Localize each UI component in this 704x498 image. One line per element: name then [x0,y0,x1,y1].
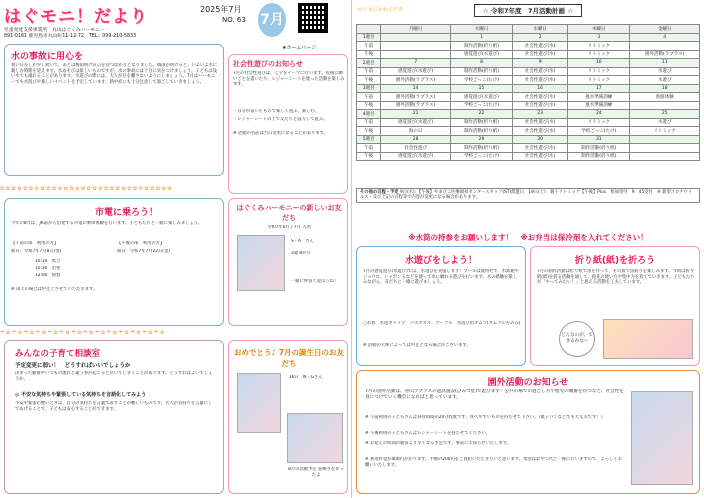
schedule-cell: 10 [568,59,630,68]
tram-title: 市電に乗ろう！ [95,208,159,218]
origami-box [530,246,700,366]
decor-row-mid: ☂ ✿ ☂ ✿ ☂ ✿ ☂ ✿ ☂ ✿ ☂ ✿ ☂ ✿ ☂ ✿ ☂ ✿ ☂ ✿ ☂ ✿ ☂ ✿ ☂ ✿ ☂ ✿ [0,330,165,336]
schedule-cell: 水遊び [630,118,700,127]
schedule-cell: 社会性遊び(水) [513,144,568,153]
schedule-cell: 学校ごっこ(たけ) [568,127,630,136]
water-play-title: 水遊びをしよう！ [404,256,477,266]
schedule-cell: 社会性遊び(水) [513,67,568,76]
decor-row-top: ✿ ✿ ✿ ✿ ✿ ✿ ✿ ✿ ✿ ✿ ✿ ✿ ✿ ✿ ✿ ✿ ✿ ✿ ✿ ✿ ✿ ✿ ✿ ✿ ✿ ✿ ✿ ✿ ✿ ✿ [0,186,172,192]
schedule-cell: 制作活動(折り紙) [450,67,512,76]
homepage-link[interactable]: ★ホームページ [282,45,317,51]
schedule-header-text: ☆ 令和7年度 7月活動計画 ☆ [474,4,582,17]
schedule-cell: 18 [630,84,700,93]
schedule-row-label: 午前 [357,144,381,153]
schedule-cell: 31 [568,135,630,144]
decor-banner-left: がくもにかれんだあ [358,7,404,12]
outing-item-4: ※ 利用料金が400円かかります。半額の200円をご負担いただきたいと思います。集金はおやつ代と一緒に行いますので、よろしくお願いいたします。 [365,457,622,468]
schedule-week-row [357,135,700,144]
schedule-cell: 17 [568,84,630,93]
schedule-cell: 社会性遊び [381,144,451,153]
birthday-photo-2 [287,413,343,463]
tram-pm-date: 期日：令和7年7月22日(金) [117,249,170,254]
schedule-cell: 11 [630,59,700,68]
schedule-week-row [357,33,700,42]
schedule-cell [630,42,700,51]
new-friends-subtitle: 令和7年6月 / 7月 入所 [267,225,311,230]
schedule-cell: 24 [568,110,630,119]
issue-number: NO. 63 [222,16,246,24]
water-play-foot: ※ 活動の天候によっては中止となる場合がございます。 [363,343,471,348]
other-schedule-text: 9日(水)：【午後】やまびこ医療福祉センタースタッフ(ST)派遣日 19日(土)：親子リトミック【午後】Plus 参加受付 9：45受付 ※ 新型コロナウイルス・及び上記の日程等で内容が変更になる場合があります。 [360,190,693,201]
schedule-row-label: 2週目 [357,59,381,68]
schedule-cell: 28 [381,135,451,144]
water-play-items: ○水着 水遊ギャップ バスタオル ゴーグル 水遊び用オムツ(オムツの方のみ) [363,321,521,326]
social-play-text: 7月の社会性遊びは、七夕をテーマに行います。短冊に願いごとを書いたり、レジャーシートを使った活動を楽しみます。 [233,71,345,88]
newsletter-title: はぐモニ！だより [4,7,148,27]
schedule-body [357,33,700,161]
schedule-cell: 社会性遊び(水) [513,101,568,110]
schedule-row [357,50,700,59]
schedule-row-label: 午後 [357,76,381,85]
schedule-cell: 社会性遊び(水) [513,50,568,59]
schedule-cell: 22 [450,110,512,119]
month-logo: 7月 [258,3,286,37]
other-schedule [356,188,700,203]
schedule-row-label: 午後 [357,152,381,161]
origami-title: 折り紙(紙)を折ろう [574,256,656,266]
outing-box [356,370,700,494]
consult-sub: 予定変更に弱い！ どうすればいいでしょうか [15,363,131,369]
schedule-row-label: 午後 [357,101,381,110]
other-schedule-label: その他の日程・予定 [360,190,399,195]
social-play-item-1: ・自分が書いたもので楽しく遊ぶ。楽しむ。 [233,109,320,114]
birthday-caption: 8月の活動予定 笹飾りを作ったよ [288,467,344,478]
schedule-row-label: 午前 [357,67,381,76]
schedule-cell: 感覚遊び(水遊び) [381,152,451,161]
schedule-row [357,118,700,127]
day-tue: 火曜日 [450,25,512,34]
birthday-name: 16日 N・Gさん [289,375,323,380]
tram-am-date: 期日：令和7年7月8日(金) [11,249,62,254]
schedule-cell: 3 [568,33,630,42]
tram-box [4,198,224,326]
schedule-cell [630,144,700,153]
schedule-cell: 感覚遊び(水遊び) [450,93,512,102]
schedule-cell: 16 [513,84,568,93]
org-address: 891-0161 鹿児島市丸山町11-12-72 TEL：099-210-5833 [4,34,137,39]
schedule-week-row [357,59,700,68]
new-friends-box [228,198,348,326]
water-play-box [356,246,526,366]
schedule-cell: 社会性遊び(水) [513,152,568,161]
schedule-cell: 感覚遊び(水遊び) [381,67,451,76]
schedule-cell [381,42,451,51]
day-mon: 月曜日 [381,25,451,34]
schedule-cell: 21 [381,110,451,119]
origami-text: 7月の制作活動は折り紙で魚を作って、その魚で魚釣りを楽しみます。今回は折り紙(紙)を折る活動を通して、指先の使い方や集中力を育てていきます。子どもたちが「やってみたい！」と思える活動を工夫しています。 [537,269,695,286]
schedule-cell: 4 [630,33,700,42]
schedule-cell [381,33,451,42]
schedule-cell: 学校ごっこ(たけ) [450,152,512,161]
schedule-cell: 制作活動(折り紙) [568,152,630,161]
outing-item-1: ※ 午前利用の子どもさんは昼食時間が20分程度です。食べやすいものを持たせて下さい。（菓子パンなどでも大丈夫です！） [365,415,605,420]
right-page [352,0,704,498]
schedule-cell: 社会性遊び(水) [513,42,568,51]
schedule-cell: 14 [381,84,451,93]
schedule-cell: 社会性遊び(水) [513,127,568,136]
social-play-note: ※ 活動の名前は当日変更になることがあります。 [233,131,328,136]
water-safety-text: 暑い日差しが少し続いて、あとは梅雨明け宣言を待つばかりとなりました。梅雨が明けると、いよいよ水に親しむ時期を迎えます。水あそびは楽しいものですが、水の事故には十分に気をつけましょう。子どもは浅い水でも溺れることがあります。水遊びの際には、大人が目を離さないようにしましょう。7月はハーモニーでも水遊びや楽しいイベントを予定しています。熱中症にも十分注意して過ごしていきましょう。 [11,63,218,85]
birthday-box [228,340,348,494]
schedule-cell [630,135,700,144]
consult-point: ◎ 不安な気持ちや緊張している気持ちを言語化してみよう [15,392,147,398]
schedule-cell: 海の日 [381,127,451,136]
schedule-cell: 感覚遊び(水遊び) [450,50,512,59]
schedule-row [357,42,700,51]
schedule-row-label: 5週目 [357,135,381,144]
schedule-cell: 感覚遊び(水遊び) [381,118,451,127]
schedule-cell: 水遊び [630,76,700,85]
birthday-photo-1 [237,373,281,433]
schedule-cell: 新鮮体験 [630,93,700,102]
outing-item-3: ※ お迎えの時間が通常より早くなる予定です。事前にお知らせいたします。 [365,441,511,446]
birthday-title: おめでとう♪ 7月の誕生日のお友だち [233,348,345,368]
schedule-cell: 制作活動(折り紙) [568,144,630,153]
schedule-head-row [357,25,700,34]
schedule-row-label: 午前 [357,42,381,51]
org-name: 児童発達支援事業所 丸山はぐくみハーモニー [4,28,105,33]
schedule-row [357,93,700,102]
schedule-cell: リトミック [630,127,700,136]
tram-pm-head: 【午後の部 利用の方】 [117,241,165,246]
schedule-row [357,101,700,110]
org-info [4,28,254,40]
schedule-row-label: 午前 [357,118,381,127]
new-friend-age: 3歳 8か月 [291,251,311,256]
schedule-row-label: 1週目 [357,33,381,42]
schedule-cell: 15 [450,84,512,93]
schedule-cell: 8 [450,59,512,68]
schedule-cell: リトミック [568,76,630,85]
schedule-week-row [357,110,700,119]
org-tel: TEL：099-210-5833 [88,34,137,39]
schedule-cell: 園外活動(ラプラス) [381,93,451,102]
schedule-cell: 社会性遊び(水) [513,93,568,102]
schedule-cell: 水遊び [630,67,700,76]
schedule-cell: リトミック [568,50,630,59]
schedule-row-label: 午前 [357,93,381,102]
schedule-row-label: 4週目 [357,110,381,119]
schedule-cell: 園外活動(ラプラス) [381,101,451,110]
day-wed: 水曜日 [513,25,568,34]
issue-date: 2025年7月 [200,5,242,14]
schedule-row [357,144,700,153]
schedule-row [357,127,700,136]
water-safety-box [4,44,224,176]
schedule-cell: 9 [513,59,568,68]
origami-illustration [603,319,693,359]
schedule-row [357,67,700,76]
schedule-cell: 学校ごっこ(たけ) [450,76,512,85]
schedule-cell: 園外活動(ラプラス) [630,50,700,59]
consult-text: 決まった順番やいつもの流れと違う事が起こると泣いてしまうことがあります。どうすればよいでしょうか。 [15,371,213,382]
new-friends-title: はぐくみハーモニーの新しいお友だち [236,204,342,222]
day-fri: 金曜日 [630,25,700,34]
origami-bubble: どんなのが、できるかな～ [559,321,595,357]
outing-item-2: ※ 午後利用の子どもさんはレジャーシートを持たせてください。 [365,431,490,436]
schedule-week-row [357,84,700,93]
schedule-cell [630,152,700,161]
new-friend-name: S・A さん [291,239,314,244]
tram-time-2: 10:30 出発 [35,266,61,271]
schedule-cell: 7 [381,59,451,68]
outing-title: 園外活動のお知らせ [487,378,569,388]
new-friend-photo [237,235,285,291]
schedule-cell: 制作活動(折り紙) [450,127,512,136]
schedule-cell: リトミック [568,118,630,127]
tram-foot: ※ 雨天の場合は中止とさせていただきます。 [11,287,98,292]
outing-photo [631,391,693,485]
schedule-row [357,76,700,85]
social-play-title: 社会性遊びのお知らせ [233,60,303,68]
schedule-cell: 23 [513,110,568,119]
schedule-cell: 1 [450,33,512,42]
schedule-cell: 社会性遊び(水) [513,76,568,85]
schedule-cell: 社会性遊び(水) [513,118,568,127]
consult-box [4,340,224,494]
schedule-row [357,152,700,161]
consult-title: みんなの子育て相談室 [15,349,101,359]
tram-text: 今年の8月は、JR前から出発する市電の乗車体験を行います。子どもたちと一緒に楽しみましょう。 [11,221,203,226]
consult-body: 不安や緊張が強いときは、自分の気持ちを言葉で表すことが難しいものです。大人が気持ちを言葉にしてあげることで、子どもは安心することができます。 [15,401,213,412]
schedule-cell: 風水準備訓練 [568,101,630,110]
bring-alert: ※水筒の持参をお願いします！ ※お弁当は保冷剤を入れてください！ [408,233,648,242]
schedule-cell: 風水準備訓練 [568,93,630,102]
tram-time-1: 10:10 集合 [35,259,61,264]
tram-time-3: 12:00 帰着 [35,273,61,278]
schedule-cell [381,50,451,59]
schedule-row-label: 午後 [357,127,381,136]
schedule-cell: 29 [450,135,512,144]
day-thu: 木曜日 [568,25,630,34]
schedule-table [356,24,700,161]
qr-code[interactable] [298,3,328,33]
schedule-cell: リトミック [568,42,630,51]
water-play-text: 7月の感覚遊び(水遊び)では、水遊びを実施します！プールは使用せず、水鉄砲やジョウロ、シャボン玉などを使って水に触れる遊びを行います。水の感触を楽しみながら、友だちと一緒に遊びましょう。 [363,269,519,286]
new-friend-caption: 一緒に仲良く遊ぼうね！ [291,279,339,284]
outing-text: 7月の園外活動は、谷山ラプラスの遊具施設(ひみつ堂)で遊びます！公共の場での過ごし方や他児の順番を待つなど、社会性を身につけていく機会になればと思っています。 [365,389,624,400]
schedule-header [352,4,704,16]
water-safety-title: 水の事故に用心を [11,52,84,62]
schedule-cell: 制作活動(折り紙) [450,42,512,51]
schedule-cell: 2 [513,33,568,42]
social-play-box [228,54,348,194]
schedule-corner [357,25,381,34]
schedule-cell: 学校ごっこ(たけ) [450,101,512,110]
schedule-cell: リトミック [568,67,630,76]
schedule-row-label: 3週目 [357,84,381,93]
social-play-item-2: ・レジャーシートの上で友だちと協力して遊ぶ。 [233,117,328,122]
schedule-cell: 園外活動(ラプラス) [381,76,451,85]
schedule-cell: 制作活動(折り紙) [450,144,512,153]
schedule-cell: 30 [513,135,568,144]
schedule-cell [630,101,700,110]
tram-am-head: 【午前の部 利用の方】 [11,241,59,246]
schedule-cell: 25 [630,110,700,119]
schedule-cell: 制作活動(折り紙) [450,118,512,127]
schedule-row-label: 午後 [357,50,381,59]
